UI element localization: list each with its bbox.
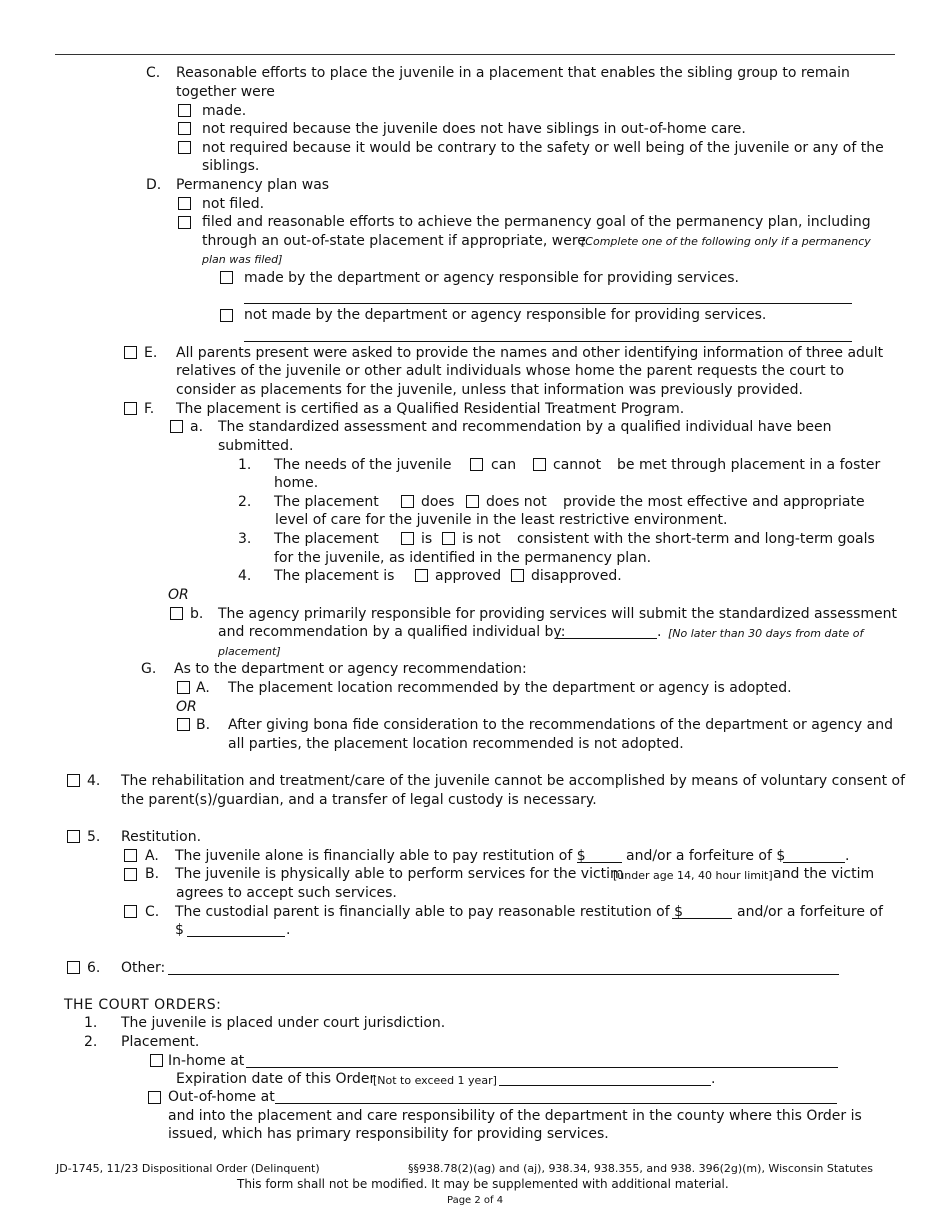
not-required-siblings-label: not required because the juvenile does not have siblings in out-of-home care. (202, 121, 746, 137)
section-d-title: Permanency plan was (176, 177, 330, 193)
f-item4-num: 4. (238, 568, 252, 584)
f-item2-num: 2. (238, 494, 252, 510)
in-home-checkbox[interactable] (150, 1054, 163, 1067)
f-item1-rest: be met through placement in a foster (617, 457, 881, 473)
top-rule (55, 54, 895, 55)
expiration-date-line[interactable] (499, 1085, 711, 1086)
plan-filed-note-1: [Complete one of the following only if a permanency (581, 235, 871, 248)
restitution-a-text1: The juvenile alone is financially able to pay restitution of $ (175, 848, 586, 864)
g-a-letter: A. (196, 680, 210, 696)
plan-filed-label-1: filed and reasonable efforts to achieve the permanency goal of the permanency plan, including (202, 214, 871, 230)
restitution-c-letter: C. (145, 904, 160, 920)
f-b-note-1: [No later than 30 days from date of (668, 627, 864, 640)
section-e-line3: consider as placements for the juvenile, unless that information was previously provided. (176, 382, 803, 398)
section-c-line2: together were (176, 84, 275, 100)
restitution-b-checkbox[interactable] (124, 868, 137, 881)
f-b-checkbox[interactable] (170, 607, 183, 620)
item6-checkbox[interactable] (67, 961, 80, 974)
section-g-title: As to the department or agency recommendation: (174, 661, 527, 677)
f-item1-line2: home. (274, 475, 319, 491)
forfeiture-a-amount-line[interactable] (783, 862, 845, 863)
item5-title: Restitution. (121, 829, 202, 845)
placement-disapproved-checkbox[interactable] (511, 569, 524, 582)
order1-num: 1. (84, 1015, 98, 1031)
footer-page-number: Page 2 of 4 (447, 1195, 504, 1206)
f-b-line1: The agency primarily responsible for providing services will submit the standardized assessment (218, 606, 898, 622)
item4-line1: The rehabilitation and treatment/care of the juvenile cannot be accomplished by means of voluntary consent of (121, 773, 906, 789)
not-made-by-dept-label: not made by the department or agency responsible for providing services. (244, 307, 767, 323)
f-a-line2: submitted. (218, 438, 294, 454)
section-f-checkbox[interactable] (124, 402, 137, 415)
placement-is-label: is (421, 531, 433, 547)
placement-disapproved-label: disapproved. (531, 568, 622, 584)
restitution-a-text2: and/or a forfeiture of $ (626, 848, 786, 864)
restitution-c-text1: The custodial parent is financially able to pay reasonable restitution of $ (175, 904, 684, 920)
f-or-label: OR (168, 587, 189, 603)
g-b-checkbox[interactable] (177, 718, 190, 731)
in-home-line[interactable] (246, 1067, 838, 1068)
plan-filed-checkbox[interactable] (178, 216, 191, 229)
placement-approved-checkbox[interactable] (415, 569, 428, 582)
made-by-dept-line[interactable] (244, 303, 852, 304)
f-item4-text: The placement is (274, 568, 395, 584)
section-e-line1: All parents present were asked to provide the names and other identifying information of three adult (176, 345, 884, 361)
restitution-a-checkbox[interactable] (124, 849, 137, 862)
plan-not-filed-label: not filed. (202, 196, 265, 212)
restitution-a-letter: A. (145, 848, 159, 864)
restitution-c-checkbox[interactable] (124, 905, 137, 918)
placement-is-not-checkbox[interactable] (442, 532, 455, 545)
footer-statutes: §§938.78(2)(ag) and (aj), 938.34, 938.355, and 938. 396(2g)(m), Wisconsin Statutes (408, 1162, 873, 1175)
section-e-checkbox[interactable] (124, 346, 137, 359)
out-of-home-checkbox[interactable] (148, 1091, 161, 1104)
g-b-line1: After giving bona fide consideration to the recommendations of the department or agency and (228, 717, 893, 733)
other-line[interactable] (168, 974, 839, 975)
forfeiture-c-amount-line[interactable] (187, 936, 285, 937)
restitution-a-period: . (845, 848, 850, 864)
placement-does-label: does (421, 494, 455, 510)
assessment-date-line[interactable] (557, 638, 657, 639)
plan-filed-note-2: plan was filed] (202, 253, 283, 266)
f-b-letter: b. (190, 606, 204, 622)
placement-does-not-label: does not (486, 494, 547, 510)
not-required-safety-checkbox[interactable] (178, 141, 191, 154)
not-required-safety-label-2: siblings. (202, 158, 260, 174)
needs-cannot-label: cannot (553, 457, 602, 473)
needs-cannot-checkbox[interactable] (533, 458, 546, 471)
order2-text: Placement. (121, 1034, 200, 1050)
footer-form-id: JD-1745, 11/23 Dispositional Order (Delinquent) (56, 1162, 320, 1175)
not-required-safety-label-1: not required because it would be contrary to the safety or well being of the juvenile or any of the (202, 140, 884, 156)
made-label: made. (202, 103, 247, 119)
section-e-line2: relatives of the juvenile or other adult individuals whose home the parent requests the court to (176, 363, 845, 379)
plan-filed-label-2: through an out-of-state placement if appropriate, were (202, 233, 586, 249)
f-a-line1: The standardized assessment and recommendation by a qualified individual have been (218, 419, 832, 435)
restitution-c-period: . (286, 922, 291, 938)
f-item2-rest: provide the most effective and appropriate (563, 494, 865, 510)
restitution-c-dollar: $ (175, 922, 184, 938)
made-by-dept-checkbox[interactable] (220, 271, 233, 284)
section-c-letter: C. (146, 65, 161, 81)
order2-num: 2. (84, 1034, 98, 1050)
g-or-label: OR (176, 699, 197, 715)
f-b-period: . (657, 624, 662, 640)
out-of-home-line3: issued, which has primary responsibility for providing services. (168, 1126, 609, 1142)
expiration-period: . (711, 1071, 716, 1087)
section-d-letter: D. (146, 177, 162, 193)
restitution-b-text2: and the victim (773, 866, 875, 882)
f-a-checkbox[interactable] (170, 420, 183, 433)
restitution-b-text1: The juvenile is physically able to perform services for the victim (175, 866, 624, 882)
section-e-letter: E. (144, 345, 158, 361)
restitution-b-note: [under age 14, 40 hour limit] (613, 869, 773, 882)
out-of-home-line2: and into the placement and care responsibility of the department in the county where this Order is (168, 1108, 862, 1124)
out-of-home-line[interactable] (275, 1103, 837, 1104)
f-item3-line2: for the juvenile, as identified in the permanency plan. (274, 550, 652, 566)
placement-is-not-label: is not (462, 531, 501, 547)
placement-is-checkbox[interactable] (401, 532, 414, 545)
restitution-c-text2: and/or a forfeiture of (737, 904, 883, 920)
made-checkbox[interactable] (178, 104, 191, 117)
g-b-line2: all parties, the placement location recommended is not adopted. (228, 736, 684, 752)
item5-checkbox[interactable] (67, 830, 80, 843)
f-a-letter: a. (190, 419, 204, 435)
section-f-letter: F. (144, 401, 155, 417)
g-a-checkbox[interactable] (177, 681, 190, 694)
f-b-line2: and recommendation by a qualified individual by: (218, 624, 566, 640)
placement-does-checkbox[interactable] (401, 495, 414, 508)
restitution-b-line2: agrees to accept such services. (176, 885, 397, 901)
item6-label: Other: (121, 960, 166, 976)
section-c-line1: Reasonable efforts to place the juvenile in a placement that enables the sibling group to remain (176, 65, 850, 81)
restitution-c-amount-line[interactable] (672, 918, 732, 919)
item4-num: 4. (87, 773, 101, 789)
placement-does-not-checkbox[interactable] (466, 495, 479, 508)
restitution-a-amount-line[interactable] (577, 862, 622, 863)
f-item1-text: The needs of the juvenile (274, 457, 452, 473)
not-made-by-dept-line[interactable] (244, 341, 852, 342)
item5-num: 5. (87, 829, 101, 845)
f-item3-text: The placement (274, 531, 379, 547)
out-of-home-label: Out-of-home at (168, 1089, 275, 1105)
needs-can-label: can (491, 457, 517, 473)
section-g-letter: G. (141, 661, 157, 677)
expiration-label: Expiration date of this Order (176, 1071, 376, 1087)
item4-checkbox[interactable] (67, 774, 80, 787)
g-a-text: The placement location recommended by the department or agency is adopted. (228, 680, 792, 696)
needs-can-checkbox[interactable] (470, 458, 483, 471)
f-item3-num: 3. (238, 531, 252, 547)
item4-line2: the parent(s)/guardian, and a transfer of legal custody is necessary. (121, 792, 597, 808)
restitution-b-letter: B. (145, 866, 160, 882)
not-required-siblings-checkbox[interactable] (178, 122, 191, 135)
order1-text: The juvenile is placed under court jurisdiction. (121, 1015, 446, 1031)
f-item1-num: 1. (238, 457, 252, 473)
in-home-label: In-home at (168, 1053, 245, 1069)
not-made-by-dept-checkbox[interactable] (220, 309, 233, 322)
f-item2-line2: level of care for the juvenile in the least restrictive environment. (275, 512, 728, 528)
court-orders-heading: THE COURT ORDERS: (64, 997, 222, 1013)
f-item3-rest: consistent with the short-term and long-term goals (517, 531, 875, 547)
g-b-letter: B. (196, 717, 211, 733)
plan-not-filed-checkbox[interactable] (178, 197, 191, 210)
section-f-title: The placement is certified as a Qualified Residential Treatment Program. (176, 401, 685, 417)
item6-num: 6. (87, 960, 101, 976)
f-b-note-2: placement] (218, 645, 281, 658)
expiration-note: [Not to exceed 1 year] (373, 1074, 497, 1087)
placement-approved-label: approved (435, 568, 502, 584)
f-item2-text: The placement (274, 494, 379, 510)
footer-notice: This form shall not be modified. It may be supplemented with additional material. (237, 1177, 729, 1191)
made-by-dept-label: made by the department or agency responsible for providing services. (244, 270, 740, 286)
